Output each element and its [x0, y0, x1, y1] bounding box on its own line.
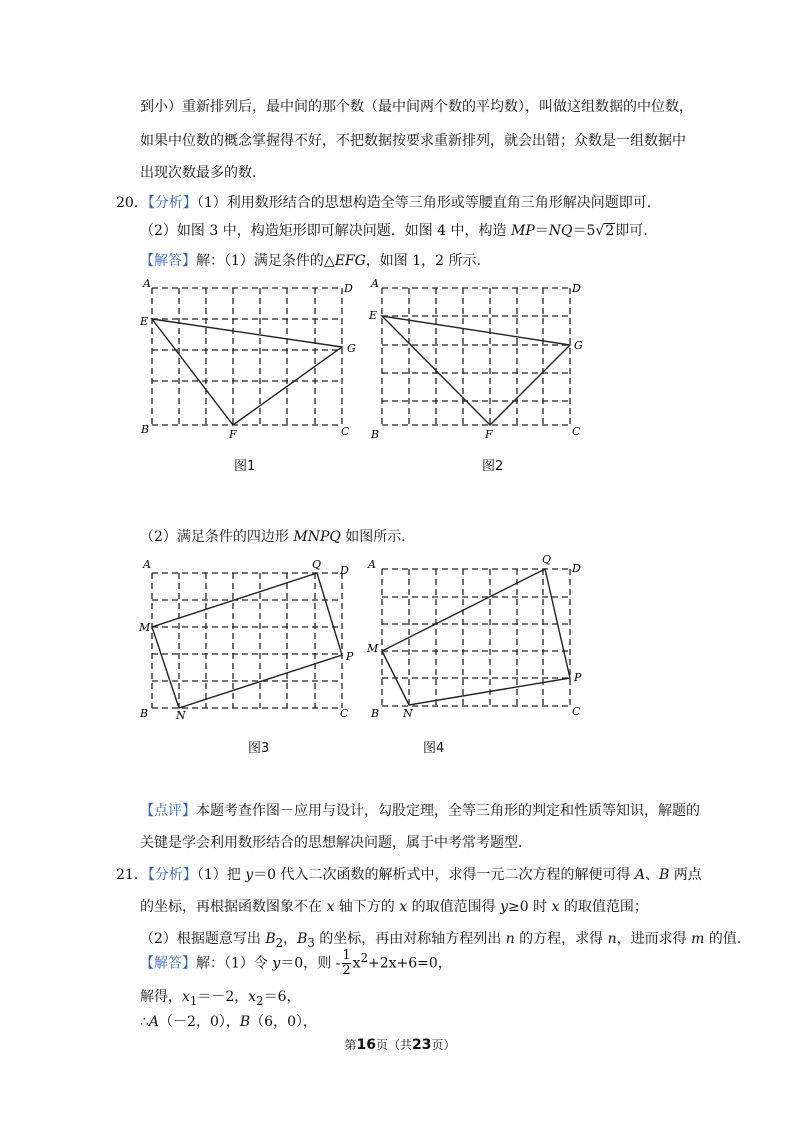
figure-2: [365, 275, 595, 445]
label-d: D: [344, 282, 353, 295]
q20-answer-line: [140, 252, 491, 270]
frac-numerator: 1: [342, 948, 351, 964]
answer-text: 解得，: [140, 989, 182, 1005]
answer-text: 解：（1）满足条件的△: [196, 253, 335, 269]
page-total: 23: [412, 1037, 432, 1053]
analysis-text: 即可．: [615, 223, 658, 239]
math-var: m: [691, 931, 705, 947]
q20-analysis-line: [116, 194, 661, 212]
math-var: B: [297, 931, 308, 947]
analysis-text: （1）把: [196, 867, 246, 883]
question-number: 20．: [116, 195, 148, 211]
analysis-text: ，: [283, 931, 298, 947]
answer-tag: 【解答】: [140, 253, 196, 269]
caption-fig2: 图2: [482, 459, 504, 474]
math-var: x: [326, 899, 335, 915]
analysis-text: 轴下方的: [334, 899, 400, 915]
math-var: y: [245, 867, 254, 883]
label-b: B: [141, 423, 150, 436]
label-m: M: [367, 642, 379, 655]
label-m: M: [139, 621, 151, 634]
figure-1: [135, 275, 365, 445]
math-var: y: [272, 955, 281, 972]
comment-tag: 【点评】: [140, 803, 196, 819]
fraction: [342, 949, 350, 978]
math-expr: x: [352, 955, 361, 972]
answer-tag: 【解答】: [140, 955, 196, 972]
figure-4: [365, 553, 595, 730]
label-a: A: [368, 558, 376, 571]
caption-fig4: 图4: [423, 741, 445, 756]
answer-text: ＝－2，: [197, 989, 249, 1005]
superscript: 2: [360, 951, 368, 965]
analysis-text: （1）利用数形结合的思想构造全等三角形或等腰直角三角形解决问题即可．: [196, 195, 661, 211]
intro-line-3: 出现次数最多的数．: [140, 165, 266, 181]
caption-fig1: 图1: [234, 459, 256, 474]
analysis-text: 的方程，求得: [514, 931, 608, 947]
label-a: A: [143, 277, 151, 290]
q21-analysis-line-2: [140, 898, 648, 916]
label-g: G: [574, 339, 583, 352]
subscript: 3: [307, 935, 315, 950]
label-p: P: [574, 671, 582, 684]
q20-comment-line-2: 关键是学会利用数形结合的思想解决问题，属于中考常考题型．: [140, 835, 532, 851]
math-var: EFG: [334, 253, 366, 269]
label-e: E: [140, 315, 149, 328]
analysis-text: 、: [645, 867, 660, 883]
footer-text: 第: [344, 1038, 357, 1052]
analysis-text: 的坐标，再根据函数图象不在: [140, 899, 327, 915]
math-var: A: [148, 1014, 160, 1030]
label-g: G: [347, 342, 356, 355]
analysis-text: ，进而求得: [616, 931, 692, 947]
math-var: MP: [510, 223, 535, 239]
intro-line-1: 到小）重新排列后，最中间的那个数（最中间两个数的平均数），叫做这组数据的中位数，: [140, 99, 693, 115]
math-var: n: [505, 931, 515, 947]
answer-text: （－2，0），: [159, 1014, 240, 1030]
math-var: A: [634, 867, 646, 883]
label-c: C: [341, 425, 350, 438]
math-op: ＝: [534, 223, 549, 239]
math-var: B: [239, 1014, 251, 1030]
answer-text: ，如图 1，2 所示．: [365, 253, 491, 269]
label-c: C: [572, 705, 581, 718]
analysis-text: （2）根据题意写出: [140, 931, 266, 947]
math-var: x: [248, 989, 257, 1005]
analysis-tag: 【分析】: [147, 867, 197, 883]
label-q: Q: [542, 553, 552, 566]
analysis-tag: 【分析】: [147, 195, 197, 211]
label-b: B: [140, 707, 149, 720]
label-b: B: [371, 428, 380, 441]
analysis-text: 的坐标，再由对称轴方程列出: [314, 931, 506, 947]
label-a: A: [371, 277, 379, 290]
math-expr: +2x+6=0，: [367, 955, 452, 972]
answer-text: ＝6，: [263, 989, 301, 1005]
math-var: NQ: [548, 223, 573, 239]
label-d: D: [572, 562, 581, 575]
math-var: B: [659, 867, 670, 883]
answer-text: 如图所示．: [340, 529, 416, 545]
label-d: D: [572, 282, 581, 295]
q20-comment-line: [140, 802, 700, 820]
analysis-text: （2）如图 3 中，构造矩形即可解决问题．如图 4 中，构造: [140, 223, 511, 239]
math-var: x: [399, 899, 408, 915]
subscript: 2: [275, 935, 284, 950]
label-b: B: [371, 707, 380, 720]
q20-part2-line: [140, 528, 415, 546]
analysis-text: 的值．: [704, 931, 751, 947]
label-e: E: [369, 309, 378, 322]
caption-fig3: 图3: [248, 741, 270, 756]
intro-line-2: 如果中位数的概念掌握得不好，不把数据按要求重新排列，就会出错；众数是一组数据中: [140, 133, 686, 149]
math-var: x: [551, 899, 560, 915]
label-q: Q: [312, 558, 322, 571]
math-var: x: [182, 989, 190, 1005]
analysis-text: ＝0 代入二次函数的解析式中，求得一元二次方程的解便可得: [253, 867, 635, 883]
q21-therefore-line: [140, 1013, 317, 1031]
answer-text: （2）满足条件的四边形: [140, 529, 294, 545]
answer-text: ＝0，则 -: [280, 955, 341, 972]
math-var: n: [607, 931, 617, 947]
analysis-text: 的取值范围；: [559, 899, 648, 915]
label-c: C: [340, 707, 349, 720]
label-p: P: [346, 650, 354, 663]
label-c: C: [572, 425, 581, 438]
q21-solve-line: [140, 988, 301, 1010]
analysis-text: 的取值范围得: [407, 899, 501, 915]
footer-text: 页（共: [375, 1038, 412, 1052]
footer-text: 页）: [431, 1038, 456, 1052]
answer-text: （6，0），: [250, 1014, 317, 1030]
page-number: 16: [356, 1037, 376, 1053]
page-footer: [0, 1036, 800, 1053]
answer-text: ∴: [140, 1014, 149, 1030]
label-n: N: [403, 707, 413, 720]
q21-answer-line: [140, 944, 452, 978]
analysis-text: ≥0 时: [508, 899, 552, 915]
sqrt-arg: 2: [605, 223, 615, 239]
q20-analysis-line-2: （2）如图 3 中，构造矩形即可解决问题．如图 4 中，构造 MP＝NQ＝5√2即可．: [140, 223, 658, 239]
subscript: 1: [189, 993, 198, 1008]
comment-text: 本题考查作图－应用与设计，勾股定理，全等三角形的判定和性质等知识，解题的: [196, 803, 700, 819]
math-var: y: [500, 899, 508, 915]
question-number: 21．: [116, 867, 148, 883]
answer-text: 解：（1）令: [196, 955, 273, 972]
math-op: ＝5: [572, 223, 596, 239]
label-n: N: [176, 709, 186, 722]
math-var: MNPQ: [293, 529, 341, 545]
label-d: D: [340, 564, 349, 577]
math-var: B: [265, 931, 276, 947]
frac-denominator: 2: [342, 963, 351, 979]
label-a: A: [143, 558, 151, 571]
figure-3: [135, 560, 365, 730]
q21-analysis-line: [116, 866, 702, 884]
label-f: F: [485, 428, 493, 441]
subscript: 2: [256, 993, 264, 1008]
analysis-text: 两点: [669, 867, 702, 883]
label-f: F: [229, 428, 237, 441]
